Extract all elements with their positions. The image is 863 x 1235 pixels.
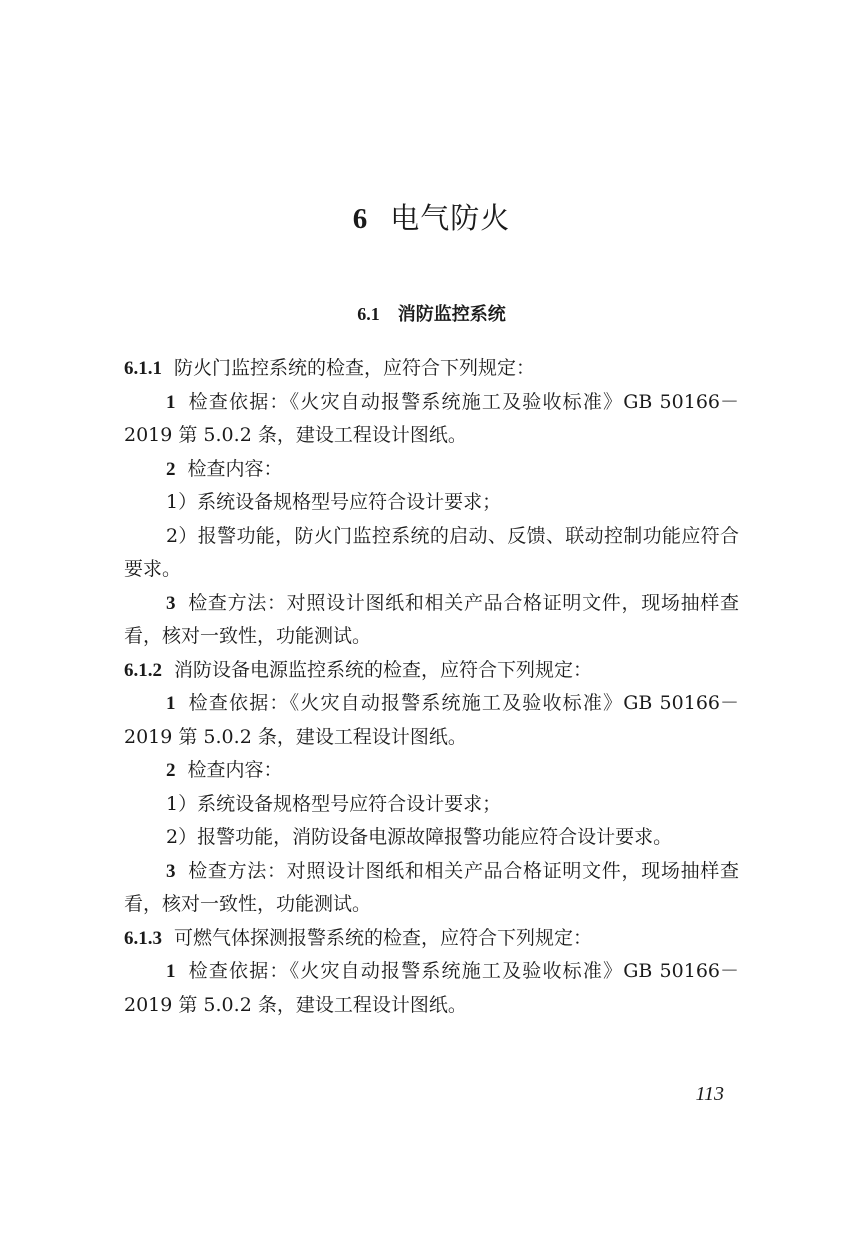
item-text: 检查内容： [187, 457, 283, 480]
clause-heading [124, 922, 739, 956]
body-text [124, 352, 739, 1022]
item-number: 1 [166, 391, 176, 413]
section-number: 6.1 [357, 304, 380, 324]
section-title [0, 300, 863, 326]
clause-item-content [124, 754, 739, 788]
item-number: 1 [166, 961, 176, 982]
chapter-title [0, 196, 863, 237]
clause-number: 6.1.2 [124, 659, 162, 681]
clause-title: 防火门监控系统的检查，应符合下列规定： [174, 357, 536, 379]
item-text: 检查方法：对照设计图纸和相关产品合格证明文件，现场抽样查看，核对一致性，功能测试。 [124, 859, 739, 915]
clause-item-method [124, 855, 739, 922]
chapter-title-text: 电气防火 [390, 201, 511, 235]
item-number: 3 [166, 860, 176, 882]
item-text: 检查依据：《火灾自动报警系统施工及验收标准》GB 50166－2019 第 5.0.2 条，建设工程设计图纸。 [124, 960, 739, 1016]
clause-title: 可燃气体探测报警系统的检查，应符合下列规定： [174, 926, 593, 949]
clause-item-basis [124, 386, 739, 453]
item-text: 检查方法：对照设计图纸和相关产品合格证明文件，现场抽样查看，核对一致性，功能测试。 [124, 591, 739, 647]
section-title-text: 消防监控系统 [397, 304, 506, 325]
item-text: 检查内容： [187, 759, 283, 781]
clause-number: 6.1.3 [124, 927, 162, 949]
clause-title: 消防设备电源监控系统的检查，应符合下列规定： [174, 658, 593, 681]
sub-item: 2）报警功能，防火门监控系统的启动、反馈、联动控制功能应符合要求。 [124, 524, 739, 580]
item-number: 2 [166, 458, 176, 480]
clause-item-basis [124, 687, 739, 754]
item-number: 2 [166, 760, 176, 781]
clause-heading [124, 654, 739, 688]
clause-heading [124, 352, 739, 386]
clause-number: 6.1.1 [124, 358, 162, 379]
clause-item-basis [124, 955, 739, 1022]
sub-item: 1）系统设备规格型号应符合设计要求； [166, 792, 502, 815]
item-number: 1 [166, 693, 176, 714]
clause-item-method [124, 587, 739, 654]
item-text: 检查依据：《火灾自动报警系统施工及验收标准》GB 50166－2019 第 5.0.2 条，建设工程设计图纸。 [124, 390, 739, 446]
item-text: 检查依据：《火灾自动报警系统施工及验收标准》GB 50166－2019 第 5.0.2 条，建设工程设计图纸。 [124, 692, 739, 748]
page-number: 113 [695, 1083, 724, 1105]
sub-item: 1）系统设备规格型号应符合设计要求； [166, 491, 502, 513]
chapter-number: 6 [352, 203, 369, 235]
item-number: 3 [166, 592, 176, 614]
clause-item-content [124, 453, 739, 487]
sub-item: 2）报警功能，消防设备电源故障报警功能应符合设计要求。 [166, 826, 673, 848]
